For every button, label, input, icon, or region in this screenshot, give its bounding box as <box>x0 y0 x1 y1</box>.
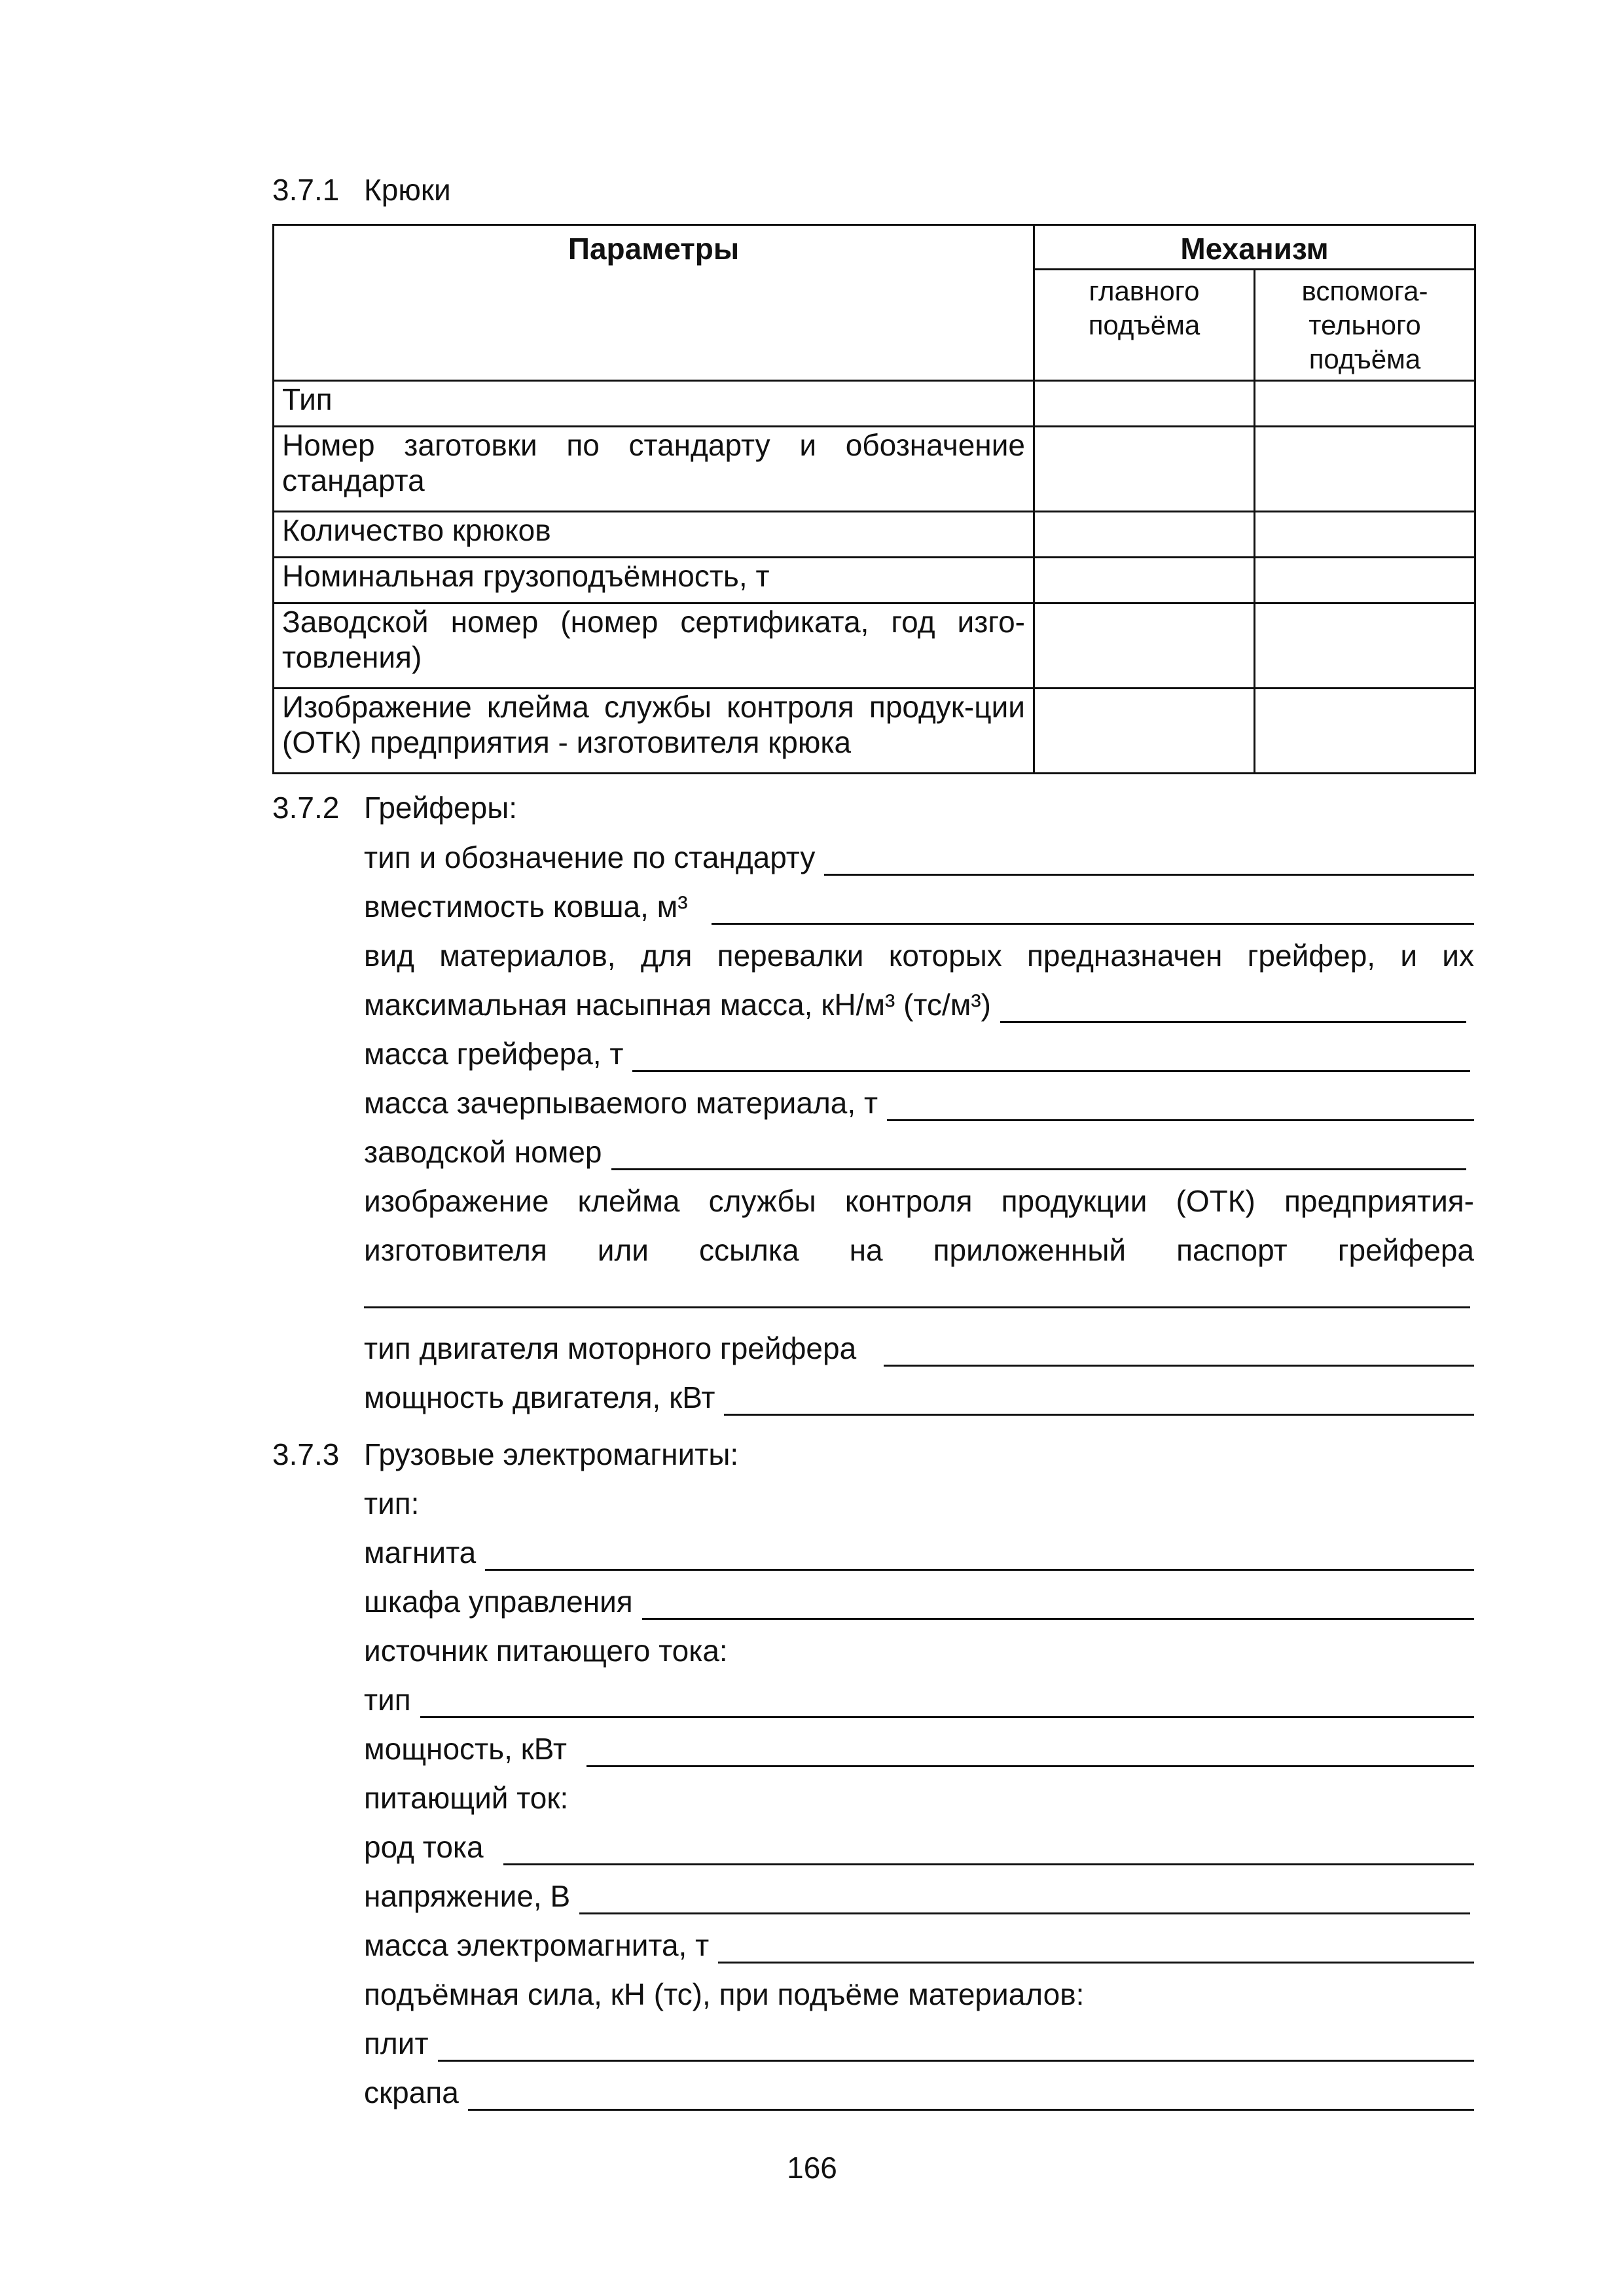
table-cell-aux[interactable] <box>1255 558 1475 603</box>
table-row-param: Изображение клейма службы контроля продук-ции (ОТК) предприятия - изготовителя крюка <box>274 689 1034 774</box>
blank-line[interactable] <box>712 894 1474 925</box>
blank-line[interactable] <box>420 1687 1474 1718</box>
header-aux-hoist: вспомога-тельного подъёма <box>1255 270 1475 381</box>
table-row-param: Номер заготовки по стандарту и обозначение стандарта <box>274 427 1034 512</box>
field-label: тип и обозначение по стандарту <box>364 840 816 874</box>
field-scoop-mass <box>364 1085 1474 1121</box>
field-label: шкафа управления <box>364 1585 633 1619</box>
field-source-type <box>364 1681 1474 1718</box>
header-main-hoist: главного подъёма <box>1034 270 1255 381</box>
blank-line[interactable] <box>724 1385 1474 1416</box>
table-row-param: Номинальная грузоподъёмность, т <box>274 558 1034 603</box>
field-scrap <box>364 2074 1474 2111</box>
field-label: тип двигателя моторного грейфера <box>364 1331 857 1365</box>
field-label: мощность, кВт <box>364 1732 567 1766</box>
table-row-param: Заводской номер (номер сертификата, год изго-товления) <box>274 603 1034 689</box>
field-label: тип <box>364 1683 411 1717</box>
blank-line[interactable] <box>824 845 1474 876</box>
section-title-hooks: Крюки <box>364 173 451 207</box>
field-label: вместимость ковша, м³ <box>364 889 688 924</box>
page-number: 166 <box>787 2151 837 2185</box>
table-cell-main[interactable] <box>1034 427 1255 512</box>
field-voltage <box>364 1878 1470 1914</box>
field-magnet-type <box>364 1534 1474 1571</box>
blank-line[interactable] <box>611 1139 1467 1170</box>
section-title-grabs: Грейферы: <box>364 791 518 825</box>
field-label: масса электромагнита, т <box>364 1928 710 1962</box>
lift-force-header: подъёмная сила, кН (тс), при подъёме материалов: <box>364 1977 1085 2011</box>
stamp-line-2: изготовителя или ссылка на приложенный паспорт грейфера <box>364 1233 1474 1267</box>
field-grab-mass <box>364 1035 1470 1072</box>
table-cell-main[interactable] <box>1034 603 1255 689</box>
blank-line[interactable] <box>438 2031 1474 2062</box>
blank-line[interactable] <box>887 1090 1474 1121</box>
field-bulk-density <box>364 986 1466 1023</box>
table-cell-main[interactable] <box>1034 381 1255 427</box>
field-label: род тока <box>364 1830 484 1864</box>
field-serial-number <box>364 1134 1466 1170</box>
field-motor-type <box>364 1330 1474 1367</box>
source-header: источник питающего тока: <box>364 1634 728 1668</box>
field-current-kind <box>364 1829 1474 1865</box>
field-plates <box>364 2025 1474 2062</box>
table-cell-main[interactable] <box>1034 689 1255 774</box>
blank-line[interactable] <box>364 1306 1470 1308</box>
blank-line[interactable] <box>485 1540 1474 1571</box>
field-label: масса зачерпываемого материала, т <box>364 1086 878 1120</box>
field-electromagnet-mass <box>364 1927 1474 1964</box>
table-cell-main[interactable] <box>1034 558 1255 603</box>
field-grab-type <box>364 839 1474 876</box>
blank-line[interactable] <box>468 2080 1474 2111</box>
table-cell-aux[interactable] <box>1255 427 1475 512</box>
field-label: мощность двигателя, кВт <box>364 1380 715 1414</box>
field-label: магнита <box>364 1535 477 1570</box>
current-header: питающий ток: <box>364 1781 569 1815</box>
header-mechanism: Механизм <box>1034 225 1475 270</box>
field-label: напряжение, В <box>364 1879 571 1913</box>
field-label: скрапа <box>364 2075 459 2109</box>
table-cell-aux[interactable] <box>1255 689 1475 774</box>
table-cell-main[interactable] <box>1034 512 1255 558</box>
field-bucket-capacity <box>364 888 1474 925</box>
blank-line[interactable] <box>503 1835 1474 1865</box>
blank-line[interactable] <box>586 1736 1474 1767</box>
table-cell-aux[interactable] <box>1255 603 1475 689</box>
blank-line[interactable] <box>718 1933 1474 1964</box>
table-cell-aux[interactable] <box>1255 381 1475 427</box>
blank-line[interactable] <box>642 1589 1474 1620</box>
blank-line[interactable] <box>632 1041 1470 1072</box>
field-source-power <box>364 1731 1474 1767</box>
type-header: тип: <box>364 1486 420 1520</box>
table-row-param: Количество крюков <box>274 512 1034 558</box>
hooks-table <box>272 224 1476 774</box>
field-label: максимальная насыпная масса, кН/м³ (тс/м³) <box>364 988 991 1022</box>
section-number-3-7-2: 3.7.2 <box>272 791 340 825</box>
table-cell-aux[interactable] <box>1255 512 1475 558</box>
field-label: плит <box>364 2026 429 2060</box>
stamp-line-1: изображение клейма службы контроля продукции (ОТК) предприятия- <box>364 1184 1474 1218</box>
blank-line[interactable] <box>1000 992 1466 1023</box>
blank-line[interactable] <box>884 1336 1474 1367</box>
table-row-param: Тип <box>274 381 1034 427</box>
header-parameters: Параметры <box>274 225 1034 381</box>
section-number-3-7-1: 3.7.1 <box>272 173 340 207</box>
field-label: заводской номер <box>364 1135 602 1169</box>
field-motor-power <box>364 1379 1474 1416</box>
field-label: масса грейфера, т <box>364 1037 624 1071</box>
section-number-3-7-3: 3.7.3 <box>272 1437 340 1471</box>
field-cabinet-type <box>364 1583 1474 1620</box>
blank-line[interactable] <box>579 1884 1470 1914</box>
materials-line-1: вид материалов, для перевалки которых предназначен грейфер, и их <box>364 939 1474 973</box>
section-title-electromagnets: Грузовые электромагниты: <box>364 1437 739 1471</box>
